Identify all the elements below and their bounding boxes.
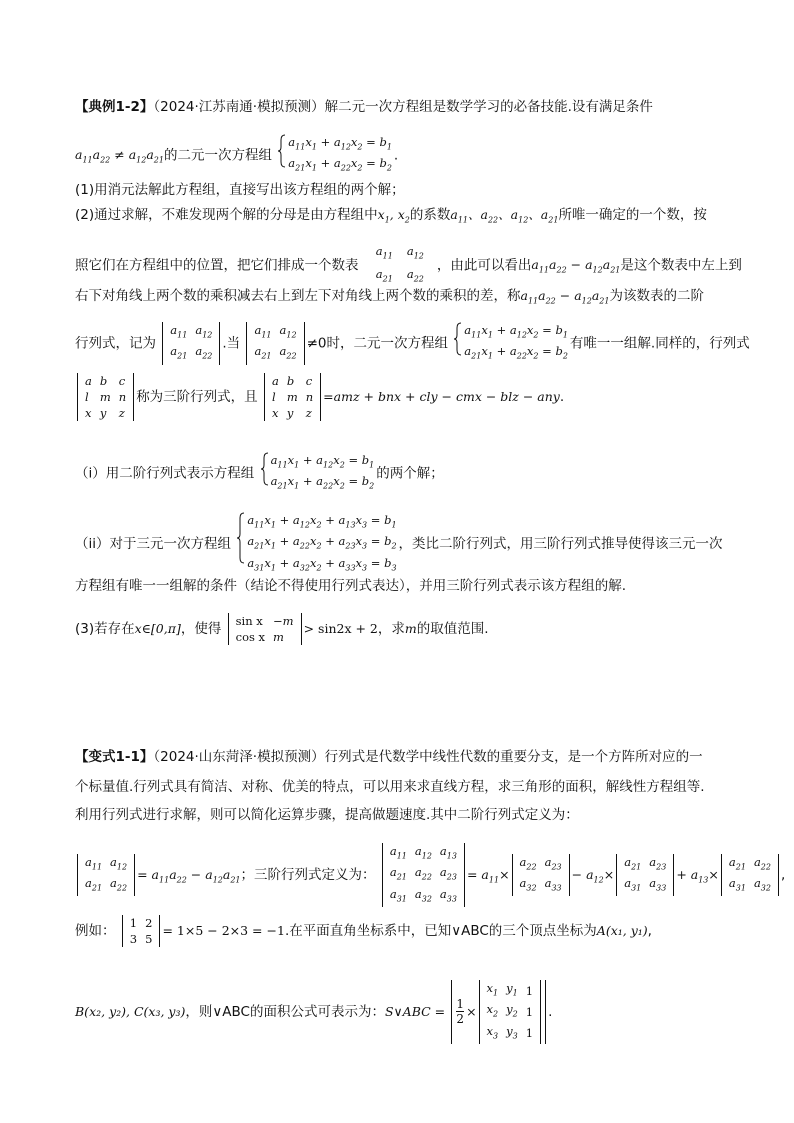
question-2-line-1: (2)通过求解，不难发现两个解的分母是由方程组中$x_1$, $x_2$的系数$a_{11}$、$a_{22}$、$a_{12}$、$a_{21}$所唯一确定的一个数，按 [75,207,707,225]
variant-source: （2024·山东菏泽·模拟预测） [153,749,325,765]
example-1-2-header [75,98,725,116]
example-determinant: 1 2 3 5 [122,915,161,947]
variant-line-2: 个标量值.行列式具有简洁、对称、优美的特点，可以用来求直线方程，求三角形的面积，解线性方程组等. [75,779,705,795]
equation-system-2: $a_{11}x_1 + a_{12}x_2 = b_1$ $a_{21}x_1 + a_{22}x_2 = b_2$ [278,134,392,177]
area-formula: $\frac{1}{2}$ × $x_1$ $y_1$ 1 $x_2$ $y_2$ 1 $x_3$ $y_3$ 1 [451,980,546,1044]
equation-system-2c: $a_{11}x_1 + a_{12}x_2 = b_1$ $a_{21}x_1 + a_{22}x_2 = b_2$ [261,452,375,495]
determinant-3x3: a b c l m n x y z [77,373,134,421]
def-2x2: $a_{11}$ $a_{12}$ $a_{21}$ $a_{22}$ [77,854,135,897]
subquestion-ii-cont: 方程组有唯一一组解的条件（结论不得使用行列式表达），并用三阶行列式表示该方程组的解. [75,578,627,594]
example-source: （2024·江苏南通·模拟预测） [153,99,325,115]
condition-line: $a_{11}a_{22} \ne a_{12}a_{21}$的二元一次方程组 $a_{11}x_1 + a_{12}x_2 = b_1$ $a_{21}x_1 + a_{22}x_2 = b_2$ . [75,134,725,177]
question-2-line-2: 照它们在方程组中的位置，把它们排成一个数表 $a_{11}$ $a_{12}$ $a_{21}$ $a_{22}$ ，由此可以看出$a_{11}a_{22} - a_{12}a_{21}$是这个数表中左上到 [75,241,725,290]
condition-formula: $a_{11}a_{22} \ne a_{12}a_{21}$ [75,147,164,165]
variant-line-4: $a_{11}$ $a_{12}$ $a_{21}$ $a_{22}$ = $a_{11}a_{22} - a_{12}a_{21}$；三阶行列式定义为： $a_{11}$ $a_{12}$ $a_{13}$ $a_{21}$ $a_{22}$ $a_{23}$ $a_{31}$ $a_{32}$ $a_{33}$ = $a_{11}\times$ $a_{22}$ $a_{23}$ $a_{32}$ $a_{33}$ − $a_{12}\times$ $a_{21}$ $a_{23}$ $a_{31}$ $a_{33}$ + $a_{13}\times$ $a_{21}$ $a_{22}$ $a_{31}$ $a_{32}$ , [75,843,725,907]
variant-label: 【变式1-1】 [75,749,154,765]
determinant-trig: sin x −m cos x m [228,613,302,645]
variant-line-3: 利用行列式进行求解，则可以简化运算步骤，提高做题速度.其中二阶行列式定义为： [75,807,579,823]
condition-suffix: 的二元一次方程组 [163,147,272,164]
variant-1-1-header: 【变式1-1】（2024·山东菏泽·模拟预测）行列式是代数学中线性代数的重要分支，是一个方阵所对应的一 [75,749,703,765]
question-2-line-5: a b c l m n x y z 称为三阶行列式，且 a b c l m n x y z =amz + bnx + cly − cmx − blz − any. [75,373,725,421]
subquestion-i: （i）用二阶行列式表示方程组 $a_{11}x_1 + a_{12}x_2 = b_1$ $a_{21}x_1 + a_{22}x_2 = b_2$ 的两个解； [75,452,725,495]
def-3x3: $a_{11}$ $a_{12}$ $a_{13}$ $a_{21}$ $a_{22}$ $a_{23}$ $a_{31}$ $a_{32}$ $a_{33}$ [382,843,465,907]
equation-system-2b: $a_{11}x_1 + a_{12}x_2 = b_1$ $a_{21}x_1 + a_{22}x_2 = b_2$ [454,322,568,365]
question-1: (1)用消元法解此方程组，直接写出该方程组的两个解； [75,182,405,198]
equation-system-3: $a_{11}x_1 + a_{12}x_2 + a_{13}x_3 = b_1$ $a_{21}x_1 + a_{22}x_2 + a_{23}x_3 = b_2$ $a_{31}x_1 + a_{32}x_2 + a_{33}x_3 = b_3$ [237,512,396,576]
number-table: $a_{11}$ $a_{12}$ $a_{21}$ $a_{22}$ [375,244,424,284]
subquestion-ii: （ii）对于三元一次方程组 $a_{11}x_1 + a_{12}x_2 + a_{13}x_3 = b_1$ $a_{21}x_1 + a_{22}x_2 + a_{23}x_3 = b_2$ $a_{31}x_1 + a_{32}x_2 + a_{33}x_3 = b_3$ ，类比二阶行列式，用三阶行列式推导使得该三元一次 [75,512,725,576]
question-2-line-3: 右下对角线上两个数的乘积减去右上到左下对角线上两个数的乘积的差，称$a_{11}a_{22} - a_{12}a_{21}$为该数表的二阶 [75,288,704,306]
question-2-line-4: 行列式，记为 $a_{11}$ $a_{12}$ $a_{21}$ $a_{22}$ .当 $a_{11}$ $a_{12}$ $a_{21}$ $a_{22}$ ≠0时，二元一次方程组 $a_{11}x_1 + a_{12}x_2 = b_1$ $a_{21}x_1 + a_{22}x_2 = b_2$ 有唯一一组解.同样的，行列式 [75,322,725,365]
determinant-3x3-expansion: =amz + bnx + cly − cmx − blz − any [323,389,560,404]
variant-line-5: 例如： 1 2 3 5 = 1×5 − 2×3 = −1.在平面直角坐标系中，已知∨ABC的三个顶点坐标为A(x₁, y₁), [75,916,652,946]
example-intro: 解二元一次方程组是数学学习的必备技能.设有满足条件 [324,99,653,115]
determinant-2x2-condition: $a_{11}$ $a_{12}$ $a_{21}$ $a_{22}$ [246,322,304,365]
example-label: 【典例1-2】 [75,99,154,115]
variant-line-6: B(x₂, y₂), C(x₃, y₃)，则∨ABC的面积公式可表示为：S∨ABC = $\frac{1}{2}$ × $x_1$ $y_1$ 1 $x_2$ $y_2$ 1 $x_3$ $y_3$ 1 . [75,980,725,1044]
determinant-2x2: $a_{11}$ $a_{12}$ $a_{21}$ $a_{22}$ [162,322,220,365]
question-3: (3)若存在x∈[0,π]，使得 sin x −m cos x m > sin2x + 2，求m的取值范围. [75,614,489,644]
determinant-3x3-defined: a b c l m n x y z [264,373,321,421]
